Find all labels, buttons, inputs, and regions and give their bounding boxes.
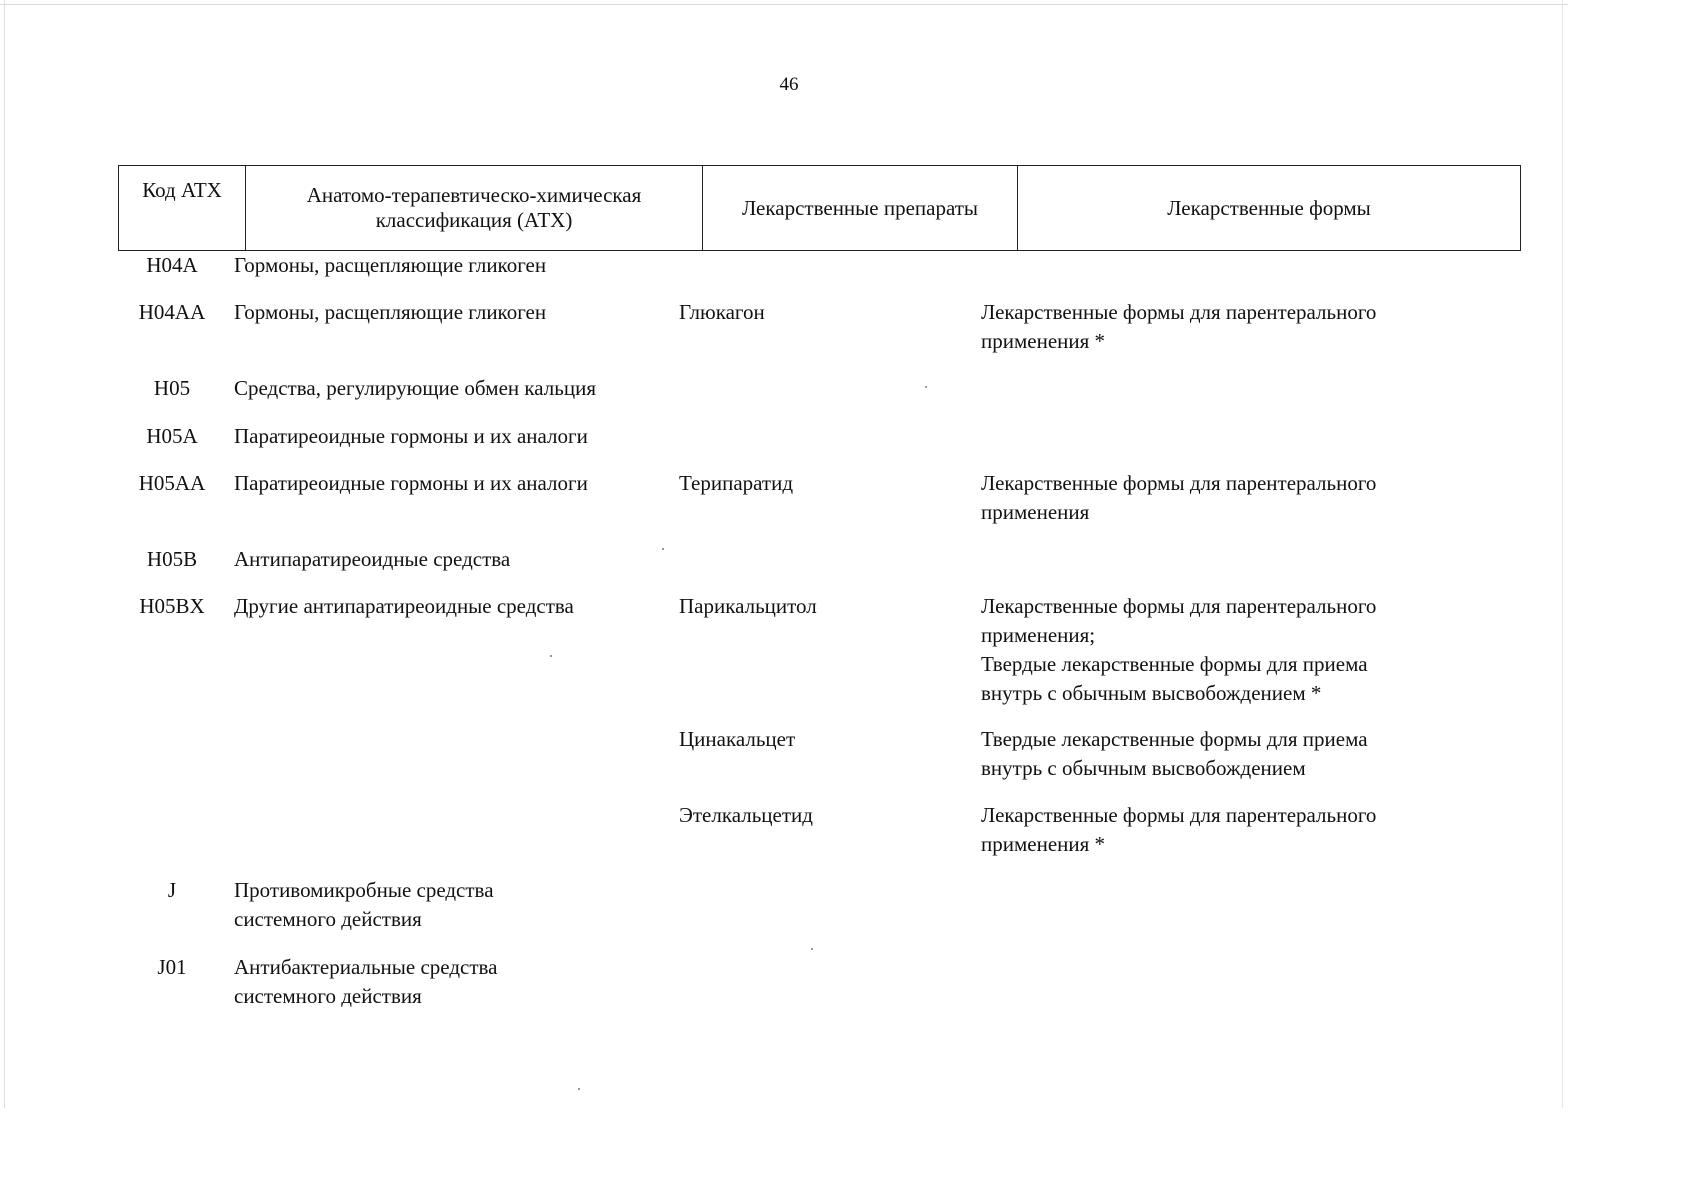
scan-speck bbox=[925, 386, 927, 388]
row-code: H05BX bbox=[139, 594, 205, 618]
row-dosage-form-line: применения * bbox=[981, 329, 1106, 353]
row-dosage-form-line: Лекарственные формы для парентерального bbox=[981, 803, 1377, 827]
row-atc-line: Паратиреоидные гормоны и их аналоги bbox=[234, 471, 588, 495]
row-dosage-forms bbox=[981, 801, 1376, 859]
row-atc-line: системного действия bbox=[234, 907, 422, 931]
scan-speck bbox=[811, 948, 813, 950]
page-edge-top bbox=[0, 4, 1568, 5]
row-atc-line: Антипаратиреоидные средства bbox=[234, 547, 511, 571]
row-atc-line: Антибактериальные средства bbox=[234, 955, 498, 979]
row-dosage-form-line: применения bbox=[981, 500, 1090, 524]
row-drug: Терипаратид bbox=[679, 471, 794, 495]
row-atc-line: Гормоны, расщепляющие гликоген bbox=[234, 300, 547, 324]
row-code: J01 bbox=[157, 955, 187, 979]
row-atc-name bbox=[234, 953, 497, 1011]
scan-speck bbox=[550, 655, 552, 657]
row-dosage-form-line: Лекарственные формы для парентерального bbox=[981, 594, 1377, 618]
row-code: H04A bbox=[146, 253, 198, 277]
row-drug: Парикальцитол bbox=[679, 594, 817, 618]
row-atc-line: Другие антипаратиреоидные средства bbox=[234, 594, 574, 618]
row-code: H05B bbox=[146, 547, 198, 571]
row-dosage-form-line: Твердые лекарственные формы для приема bbox=[981, 727, 1368, 751]
header-code: Код ATX bbox=[119, 166, 246, 251]
row-atc-line: системного действия bbox=[234, 984, 422, 1008]
row-dosage-forms bbox=[981, 725, 1368, 783]
row-dosage-form-line: внутрь с обычным высвобождением bbox=[981, 756, 1306, 780]
page-edge-left bbox=[4, 0, 5, 1108]
row-drug: Глюкагон bbox=[679, 300, 765, 324]
row-dosage-forms bbox=[981, 298, 1376, 356]
header-forms: Лекарственные формы bbox=[1018, 166, 1521, 251]
row-atc-line: Противомикробные средства bbox=[234, 878, 494, 902]
row-atc-name bbox=[234, 469, 588, 498]
row-atc-line: Средства, регулирующие обмен кальция bbox=[234, 376, 596, 400]
row-atc-name bbox=[234, 298, 546, 327]
row-code: H05A bbox=[146, 424, 198, 448]
page-edge-right bbox=[1562, 0, 1563, 1108]
row-atc-name bbox=[234, 545, 510, 574]
row-atc-name bbox=[234, 374, 596, 403]
row-dosage-forms bbox=[981, 592, 1376, 708]
row-code: J bbox=[167, 878, 177, 902]
row-dosage-form-line: Твердые лекарственные формы для приема bbox=[981, 652, 1368, 676]
row-atc-name bbox=[234, 422, 588, 451]
row-drug: Цинакальцет bbox=[679, 727, 796, 751]
row-code: H04AA bbox=[138, 300, 206, 324]
row-dosage-form-line: Лекарственные формы для парентерального bbox=[981, 300, 1377, 324]
row-atc-name bbox=[234, 592, 574, 621]
row-dosage-forms bbox=[981, 469, 1376, 527]
table-header-row bbox=[119, 166, 1521, 251]
row-atc-name bbox=[234, 876, 494, 934]
scan-speck bbox=[578, 1088, 580, 1090]
row-atc-line: Гормоны, расщепляющие гликоген bbox=[234, 253, 547, 277]
page-number: 46 bbox=[779, 74, 799, 95]
scan-speck bbox=[662, 548, 664, 550]
header-drugs: Лекарственные препараты bbox=[703, 166, 1018, 251]
row-dosage-form-line: внутрь с обычным высвобождением * bbox=[981, 681, 1322, 705]
row-atc-name bbox=[234, 251, 546, 280]
row-code: H05AA bbox=[138, 471, 206, 495]
table-header bbox=[118, 165, 1521, 251]
row-dosage-form-line: Лекарственные формы для парентерального bbox=[981, 471, 1377, 495]
row-code: H05 bbox=[153, 376, 191, 400]
row-drug: Этелкальцетид bbox=[679, 803, 813, 827]
header-atc: Анатомо-терапевтическо-химическая классификация (АТХ) bbox=[246, 166, 703, 251]
row-atc-line: Паратиреоидные гормоны и их аналоги bbox=[234, 424, 588, 448]
row-dosage-form-line: применения * bbox=[981, 832, 1106, 856]
row-dosage-form-line: применения; bbox=[981, 623, 1096, 647]
